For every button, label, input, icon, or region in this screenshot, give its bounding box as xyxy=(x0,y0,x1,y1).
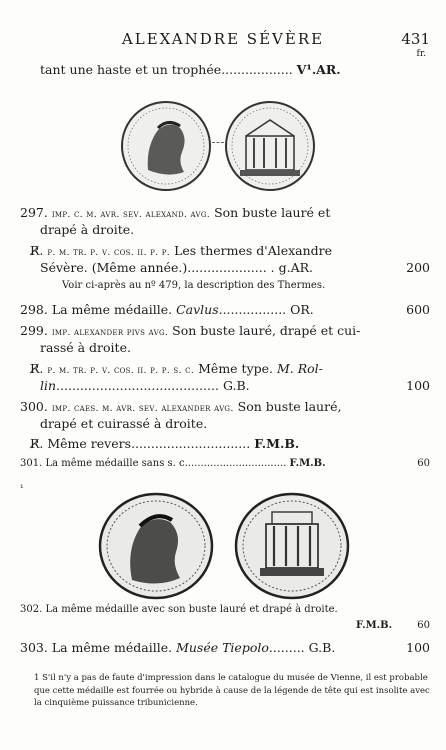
metal-mark: G.B. xyxy=(222,378,250,393)
reverse-2-line1 xyxy=(30,361,323,376)
entry-number: 297. xyxy=(20,205,52,220)
leader-dots: ......... xyxy=(268,640,309,655)
collection-name: lin xyxy=(40,378,57,393)
continuation-line xyxy=(40,62,341,77)
coin-legend: imp. c. m. avr. sev. alexand. avg. xyxy=(51,209,211,220)
entry-297-line2: drapé à droite. xyxy=(40,222,135,237)
entry-300-line1 xyxy=(20,399,341,414)
entry-303 xyxy=(20,640,335,655)
coin-image-obverse-2 xyxy=(96,490,216,602)
reverse-3 xyxy=(30,436,299,451)
metal-mark: F.M.B. xyxy=(356,620,393,631)
coin-image-reverse-2 xyxy=(232,490,352,602)
coin-connector xyxy=(212,142,224,143)
leader-dots: ................. xyxy=(218,302,291,317)
entry-number: 300. xyxy=(20,399,52,414)
coin-legend: p. m. tr. p. v. cos. ii. p. p. s. c. xyxy=(47,365,195,376)
footnote: 1 S'il n'y a pas de faute d'impression dans le catalogue du musée de Vienne, il est probable que cette médaille est fourrée ou hybride à cause de la légende de tête qui est insolite avec la cinquième puissance tribunicienne. xyxy=(34,673,430,708)
description: La même médaille. xyxy=(51,640,177,655)
description: Son buste lauré, xyxy=(233,399,342,414)
entry-297-line1 xyxy=(20,205,330,220)
price: 100 xyxy=(406,378,430,393)
description: Son buste lauré et xyxy=(210,205,331,220)
price: 100 xyxy=(406,640,430,655)
metal-mark: F.M.B. xyxy=(289,458,326,469)
coin-legend: imp. caes. m. avr. sev. alexander avg. xyxy=(51,403,234,414)
description: Même type. xyxy=(194,361,277,376)
price: 200 xyxy=(406,260,430,275)
reverse-symbol: R̸. xyxy=(30,361,48,376)
description: Les thermes d'Alexandre xyxy=(170,243,333,258)
description: La même médaille avec son buste lauré et drapé à droite. xyxy=(45,604,338,615)
reverse-2-line2 xyxy=(40,378,250,393)
coin-image-reverse-1 xyxy=(222,98,318,194)
description: Même revers.............................. xyxy=(47,436,255,451)
metal-mark: F.M.B. xyxy=(254,436,300,451)
collection-name: Cavlus xyxy=(176,302,219,317)
collection-name: Musée Tiepolo xyxy=(176,640,269,655)
cross-reference-note: Voir ci-après au nº 479, la description des Thermes. xyxy=(62,280,326,291)
price: 60 xyxy=(417,620,430,631)
description: La même médaille sans s. c................................ xyxy=(45,458,290,469)
entry-number: 303. xyxy=(20,640,52,655)
metal-mark: OR. xyxy=(290,302,314,317)
price: 600 xyxy=(406,302,430,317)
reverse-1-line2 xyxy=(40,260,313,275)
page-number: 431 xyxy=(401,30,430,48)
coin-image-obverse-1 xyxy=(118,98,214,194)
entry-299-line1 xyxy=(20,323,360,338)
description: Son buste lauré, drapé et cui- xyxy=(168,323,361,338)
coin-legend: imp. alexander pivs avg. xyxy=(51,327,169,338)
entry-number: 301. xyxy=(20,458,46,469)
description: Sévère. (Même année.).................... . xyxy=(40,260,279,275)
description: La même médaille. xyxy=(51,302,177,317)
footnote-marker: ¹ xyxy=(20,484,24,494)
metal-mark: G.B. xyxy=(308,640,336,655)
price: 60 xyxy=(417,458,430,469)
metal-mark: g.AR. xyxy=(278,260,314,275)
coin-legend: p. m. tr. p. v. cos. ii. p. p. xyxy=(47,247,171,258)
entry-299-line2: rassé à droite. xyxy=(40,340,131,355)
reverse-symbol: R̸. xyxy=(30,436,48,451)
entry-298 xyxy=(20,302,314,317)
entry-301 xyxy=(20,458,326,469)
reverse-symbol: R̸. xyxy=(30,243,48,258)
entry-300-line2: drapé et cuirassé à droite. xyxy=(40,416,208,431)
entry-number: 298. xyxy=(20,302,52,317)
currency-label: fr. xyxy=(416,49,426,59)
page-title: ALEXANDRE SÉVÈRE xyxy=(121,30,325,48)
entry-302-line1 xyxy=(20,604,338,615)
reverse-1-line1 xyxy=(30,243,332,258)
metal-mark: V¹.AR. xyxy=(296,62,341,77)
collection-name: M. Rol- xyxy=(276,361,323,376)
leader-dots: ......................................... xyxy=(56,378,223,393)
entry-number: 302. xyxy=(20,604,46,615)
entry-number: 299. xyxy=(20,323,52,338)
line-text: tant une haste et un trophée.................. xyxy=(40,62,297,77)
